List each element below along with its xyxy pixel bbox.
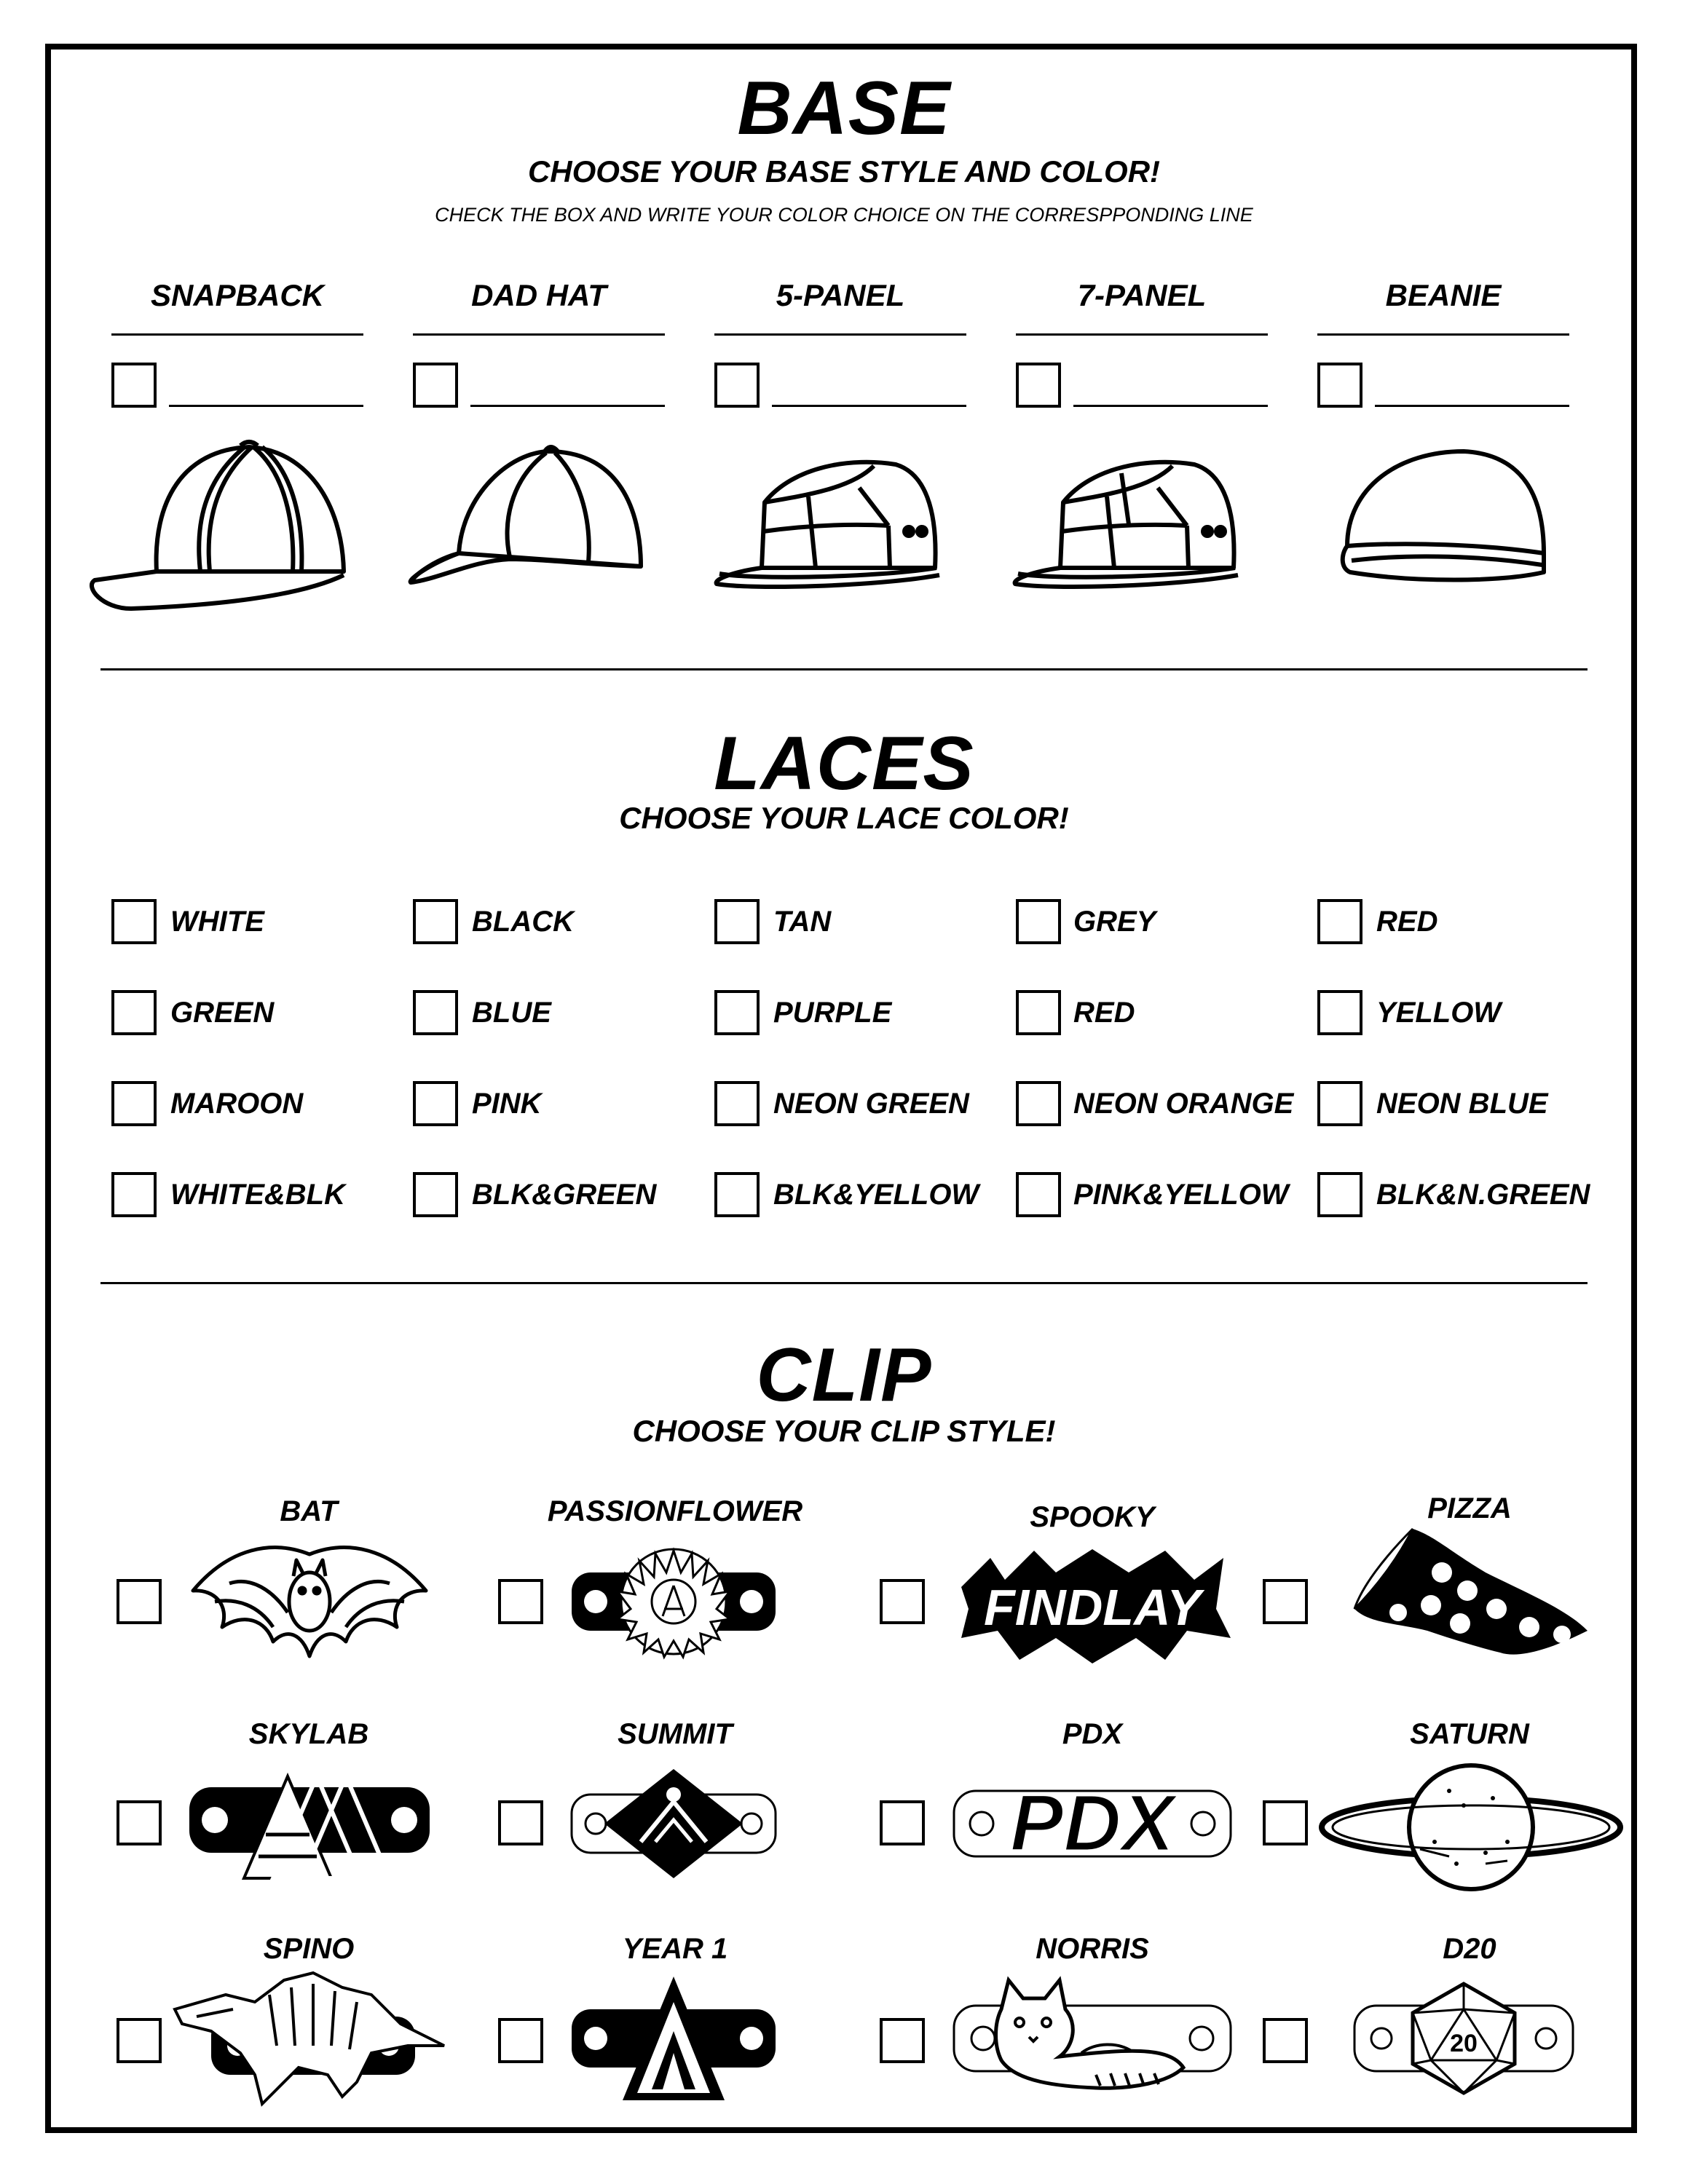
- checkbox-dad-hat[interactable]: [413, 363, 458, 408]
- checkbox-beanie[interactable]: [1317, 363, 1362, 408]
- clip-label-norris: NORRIS: [1036, 1933, 1149, 1965]
- lace-option-label: WHITE: [170, 906, 264, 938]
- base-subtitle: CHOOSE YOUR BASE STYLE AND COLOR!: [527, 154, 1161, 189]
- color-line-5-panel[interactable]: [772, 405, 966, 407]
- lace-option-label: BLK&GREEN: [472, 1179, 657, 1211]
- lace-checkbox[interactable]: [1016, 1081, 1061, 1126]
- lace-checkbox[interactable]: [111, 899, 157, 944]
- clip-label-passionflower: PASSIONFLOWER: [547, 1495, 803, 1527]
- bat-clip-icon: [186, 1532, 433, 1671]
- seven-panel-hat-icon: [1005, 444, 1267, 590]
- lace-option-label: NEON BLUE: [1376, 1088, 1548, 1120]
- clip-checkbox-bat[interactable]: [117, 1579, 162, 1624]
- hat-underline: [413, 333, 665, 336]
- lace-checkbox[interactable]: [714, 1081, 760, 1126]
- clip-checkbox-passionflower[interactable]: [498, 1579, 543, 1624]
- lace-option-label: RED: [1073, 997, 1135, 1029]
- color-line-dad-hat[interactable]: [470, 405, 665, 407]
- hat-underline: [1016, 333, 1268, 336]
- pdx-clip-icon: [947, 1769, 1238, 1878]
- lace-checkbox[interactable]: [1317, 899, 1362, 944]
- passionflower-clip-icon: [568, 1543, 779, 1660]
- lace-option-label: RED: [1376, 906, 1438, 938]
- hat-label-beanie: BEANIE: [1385, 278, 1502, 312]
- color-line-7-panel[interactable]: [1073, 405, 1268, 407]
- hat-underline: [111, 333, 363, 336]
- five-panel-hat-icon: [706, 444, 969, 590]
- spooky-clip-icon: [947, 1543, 1238, 1667]
- section-divider: [100, 1282, 1588, 1284]
- d20-clip-icon: [1351, 1980, 1577, 2097]
- lace-checkbox[interactable]: [1016, 899, 1061, 944]
- lace-checkbox[interactable]: [111, 990, 157, 1035]
- lace-option-label: YELLOW: [1376, 997, 1502, 1029]
- clip-label-saturn: SATURN: [1410, 1718, 1529, 1750]
- lace-option-label: BLK&YELLOW: [773, 1179, 979, 1211]
- lace-option-label: GREEN: [170, 997, 275, 1029]
- saturn-clip-icon: [1318, 1762, 1624, 1893]
- lace-option-label: WHITE&BLK: [170, 1179, 345, 1211]
- laces-title: LACES: [714, 721, 974, 806]
- clip-label-year-1: YEAR 1: [622, 1933, 728, 1965]
- pdx-logo-text: PDX: [1009, 1779, 1175, 1868]
- year1-clip-icon: [568, 1973, 779, 2104]
- summit-clip-icon: [568, 1762, 779, 1886]
- lace-option-label: BLK&N.GREEN: [1376, 1179, 1590, 1211]
- lace-option-label: NEON GREEN: [773, 1088, 969, 1120]
- section-divider: [100, 668, 1588, 670]
- clip-checkbox-pizza[interactable]: [1263, 1579, 1308, 1624]
- snapback-hat-icon: [87, 437, 364, 612]
- hat-label-dad-hat: DAD HAT: [471, 278, 607, 312]
- lace-checkbox[interactable]: [1317, 990, 1362, 1035]
- lace-checkbox[interactable]: [413, 1172, 458, 1217]
- lace-option-label: PINK: [472, 1088, 542, 1120]
- lace-option-label: NEON ORANGE: [1073, 1088, 1294, 1120]
- clip-checkbox-saturn[interactable]: [1263, 1800, 1308, 1845]
- clip-label-pdx: PDX: [1062, 1718, 1123, 1750]
- clip-label-summit: SUMMIT: [618, 1718, 733, 1750]
- lace-option-label: PINK&YELLOW: [1073, 1179, 1289, 1211]
- dad-hat-icon: [401, 437, 677, 597]
- clip-checkbox-spino[interactable]: [117, 2018, 162, 2063]
- lace-checkbox[interactable]: [111, 1172, 157, 1217]
- lace-option-label: MAROON: [170, 1088, 304, 1120]
- laces-subtitle: CHOOSE YOUR LACE COLOR!: [619, 801, 1069, 835]
- base-title: BASE: [737, 66, 951, 151]
- clip-checkbox-summit[interactable]: [498, 1800, 543, 1845]
- lace-option-label: GREY: [1073, 906, 1156, 938]
- clip-checkbox-skylab[interactable]: [117, 1800, 162, 1845]
- clip-title: CLIP: [756, 1333, 932, 1417]
- spino-clip-icon: [167, 1966, 451, 2104]
- hat-label-5-panel: 5-PANEL: [776, 278, 905, 312]
- clip-checkbox-year-1[interactable]: [498, 2018, 543, 2063]
- clip-label-spino: SPINO: [263, 1933, 355, 1965]
- hat-underline: [1317, 333, 1569, 336]
- color-line-snapback[interactable]: [169, 405, 363, 407]
- lace-checkbox[interactable]: [1016, 1172, 1061, 1217]
- clip-label-d20: D20: [1443, 1933, 1496, 1965]
- lace-checkbox[interactable]: [413, 1081, 458, 1126]
- clip-label-skylab: SKYLAB: [248, 1718, 369, 1750]
- checkbox-snapback[interactable]: [111, 363, 157, 408]
- clip-label-pizza: PIZZA: [1427, 1492, 1512, 1524]
- clip-checkbox-spooky[interactable]: [880, 1579, 925, 1624]
- beanie-icon: [1325, 444, 1566, 590]
- lace-option-label: TAN: [773, 906, 832, 938]
- clip-label-bat: BAT: [280, 1495, 338, 1527]
- lace-checkbox[interactable]: [1317, 1172, 1362, 1217]
- checkbox-5-panel[interactable]: [714, 363, 760, 408]
- spooky-logo-text: FINDLAY: [983, 1579, 1202, 1636]
- hat-label-7-panel: 7-PANEL: [1077, 278, 1207, 312]
- lace-checkbox[interactable]: [413, 899, 458, 944]
- d20-logo-text: 20: [1450, 2030, 1478, 2057]
- lace-checkbox[interactable]: [714, 899, 760, 944]
- clip-label-spooky: SPOOKY: [1030, 1501, 1155, 1533]
- lace-checkbox[interactable]: [413, 990, 458, 1035]
- pizza-clip-icon: [1340, 1522, 1595, 1667]
- lace-checkbox[interactable]: [714, 1172, 760, 1217]
- hat-underline: [714, 333, 966, 336]
- checkbox-7-panel[interactable]: [1016, 363, 1061, 408]
- base-instruction: CHECK THE BOX AND WRITE YOUR COLOR CHOICE ON THE CORRESPPONDING LINE: [435, 204, 1253, 226]
- lace-checkbox[interactable]: [1317, 1081, 1362, 1126]
- clip-checkbox-norris[interactable]: [880, 2018, 925, 2063]
- lace-checkbox[interactable]: [714, 990, 760, 1035]
- clip-subtitle: CHOOSE YOUR CLIP STYLE!: [632, 1414, 1056, 1448]
- lace-option-label: BLACK: [472, 906, 574, 938]
- clip-checkbox-d20[interactable]: [1263, 2018, 1308, 2063]
- skylab-clip-icon: [186, 1762, 433, 1886]
- clip-checkbox-pdx[interactable]: [880, 1800, 925, 1845]
- lace-option-label: BLUE: [472, 997, 551, 1029]
- lace-option-label: PURPLE: [773, 997, 892, 1029]
- norris-clip-icon: [950, 1966, 1234, 2111]
- lace-checkbox[interactable]: [111, 1081, 157, 1126]
- lace-checkbox[interactable]: [1016, 990, 1061, 1035]
- color-line-beanie[interactable]: [1375, 405, 1569, 407]
- hat-label-snapback: SNAPBACK: [150, 278, 324, 312]
